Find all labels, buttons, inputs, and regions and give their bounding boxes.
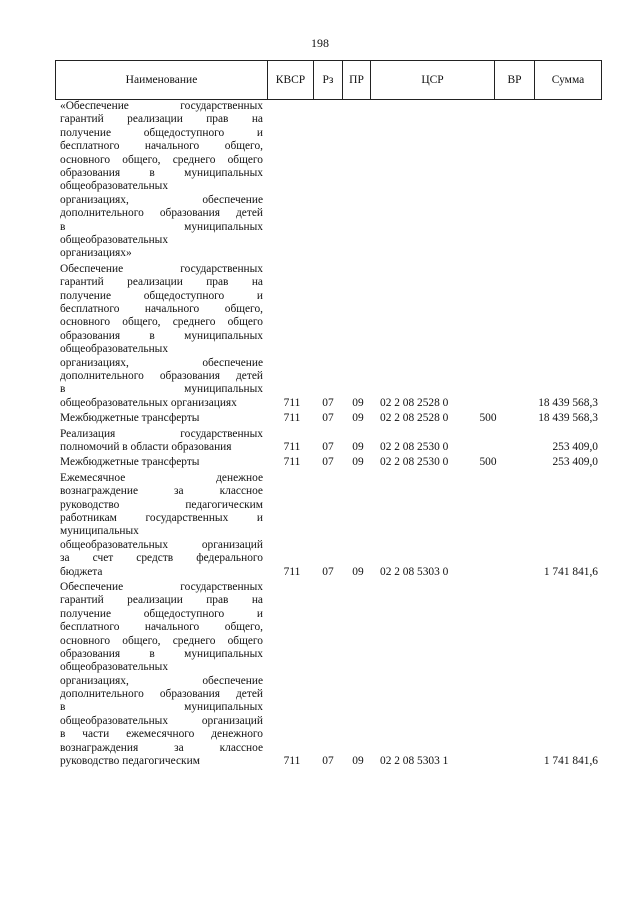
row-name — [60, 456, 263, 469]
table-row — [0, 581, 640, 771]
row-name-line: общеобразовательных — [60, 343, 169, 356]
header-sum: Сумма — [551, 74, 585, 86]
row-name-line: получение общедоступного и — [60, 289, 263, 302]
row-csr: 02 2 08 5303 1 — [380, 755, 449, 768]
table-row — [0, 412, 640, 427]
row-name-line: образования в муниципальных — [60, 166, 263, 179]
row-pr: 09 — [352, 412, 364, 425]
row-name-line: общеобразовательных организаций — [60, 714, 263, 727]
row-kvsr: 711 — [283, 565, 301, 578]
row-name-line: Межбюджетные трансферты — [60, 412, 200, 425]
row-sum: 1 741 841,6 — [543, 565, 598, 578]
row-csr: 02 2 08 2530 0 — [380, 440, 449, 453]
row-name-line: Межбюджетные трансферты — [60, 456, 200, 469]
row-rz: 07 — [322, 456, 334, 469]
row-name-line: образования в муниципальных — [60, 647, 263, 660]
row-name-line: в муниципальных — [60, 701, 263, 714]
row-name-line: в части ежемесячного денежного — [60, 728, 263, 741]
row-rz: 07 — [322, 440, 334, 453]
row-name-line: основного общего, среднего общего — [60, 634, 263, 647]
row-csr: 02 2 08 2530 0 — [380, 456, 449, 469]
header-kvsr: КВСР — [268, 61, 314, 99]
row-sum: 1 741 841,6 — [543, 755, 598, 768]
row-name-line: вознаграждение за классное — [60, 485, 263, 498]
row-name-line: организациях, обеспечение — [60, 193, 263, 206]
row-name-line: Ежемесячное денежное — [60, 471, 263, 484]
header-csr: ЦСР — [371, 61, 495, 99]
row-sum: 253 409,0 — [552, 440, 598, 453]
row-name-line: организациях, обеспечение — [60, 674, 263, 687]
row-name-line: общеобразовательных организациях — [60, 396, 237, 409]
row-name-line: в муниципальных — [60, 220, 263, 233]
row-name-line: дополнительного образования детей — [60, 688, 263, 701]
row-name-line: Реализация государственных — [60, 427, 263, 440]
row-name-line: руководство педагогическим — [60, 755, 200, 768]
table-row — [0, 100, 640, 263]
row-name-line: общеобразовательных — [60, 180, 169, 193]
row-kvsr: 711 — [283, 456, 301, 469]
row-kvsr: 711 — [283, 412, 301, 425]
row-name-line: муниципальных — [60, 525, 139, 538]
row-name — [60, 472, 263, 579]
row-name-line: гарантий реализации прав на — [60, 113, 263, 126]
row-name-line: «Обеспечение государственных — [60, 100, 263, 112]
table-row — [0, 263, 640, 412]
row-name-line: общеобразовательных — [60, 233, 169, 246]
row-sum: 18 439 568,3 — [538, 412, 598, 425]
row-pr: 09 — [352, 396, 364, 409]
row-name-line: работникам государственных и — [60, 511, 263, 524]
row-vr: 500 — [479, 412, 497, 425]
header-name: Наименование — [56, 61, 268, 99]
row-rz: 07 — [322, 396, 334, 409]
header-vr: ВР — [495, 61, 535, 99]
table-body — [0, 100, 640, 771]
row-name — [60, 263, 263, 410]
row-name-line: получение общедоступного и — [60, 126, 263, 139]
row-pr: 09 — [352, 755, 364, 768]
row-rz: 07 — [322, 755, 334, 768]
row-name-line: гарантий реализации прав на — [60, 594, 263, 607]
row-csr: 02 2 08 5303 0 — [380, 565, 449, 578]
row-name-line: образования в муниципальных — [60, 329, 263, 342]
row-sum: 18 439 568,3 — [538, 396, 598, 409]
row-name-line: Обеспечение государственных — [60, 262, 263, 275]
row-name-line: полномочий в области образования — [60, 440, 232, 453]
row-csr: 02 2 08 2528 0 — [380, 396, 449, 409]
row-name-line: бесплатного начального общего, — [60, 140, 263, 153]
row-rz: 07 — [322, 412, 334, 425]
table-row — [0, 428, 640, 457]
row-name-line: за счет средств федерального — [60, 552, 263, 565]
row-sum: 253 409,0 — [552, 456, 598, 469]
table-header — [55, 60, 602, 100]
row-kvsr: 711 — [283, 755, 301, 768]
row-name-line: бесплатного начального общего, — [60, 621, 263, 634]
row-name-line: общеобразовательных — [60, 661, 169, 674]
row-name-line: организациях» — [60, 247, 132, 260]
row-name-line: Обеспечение государственных — [60, 580, 263, 593]
row-vr: 500 — [479, 456, 497, 469]
row-kvsr: 711 — [283, 396, 301, 409]
header-rz: Рз — [314, 61, 343, 99]
row-name — [60, 581, 263, 768]
row-name — [60, 412, 263, 425]
row-name-line: основного общего, среднего общего — [60, 316, 263, 329]
header-pr: ПР — [343, 61, 371, 99]
row-name-line: основного общего, среднего общего — [60, 153, 263, 166]
row-name-line: руководство педагогическим — [60, 498, 263, 511]
row-pr: 09 — [352, 456, 364, 469]
row-pr: 09 — [352, 565, 364, 578]
row-name-line: общеобразовательных организаций — [60, 538, 263, 551]
row-name-line: гарантий реализации прав на — [60, 276, 263, 289]
row-pr: 09 — [352, 440, 364, 453]
row-name-line: дополнительного образования детей — [60, 369, 263, 382]
row-name-line: получение общедоступного и — [60, 607, 263, 620]
row-name-line: дополнительного образования детей — [60, 207, 263, 220]
row-name-line: бесплатного начального общего, — [60, 302, 263, 315]
table-row — [0, 456, 640, 471]
table-row — [0, 472, 640, 581]
row-name-line: бюджета — [60, 565, 103, 578]
row-name-line: организациях, обеспечение — [60, 356, 263, 369]
row-csr: 02 2 08 2528 0 — [380, 412, 449, 425]
row-name — [60, 100, 263, 261]
row-name — [60, 428, 263, 455]
row-kvsr: 711 — [283, 440, 301, 453]
row-rz: 07 — [322, 565, 334, 578]
row-name-line: вознаграждения за классное — [60, 741, 263, 754]
row-name-line: в муниципальных — [60, 383, 263, 396]
page-number: 198 — [311, 36, 329, 50]
